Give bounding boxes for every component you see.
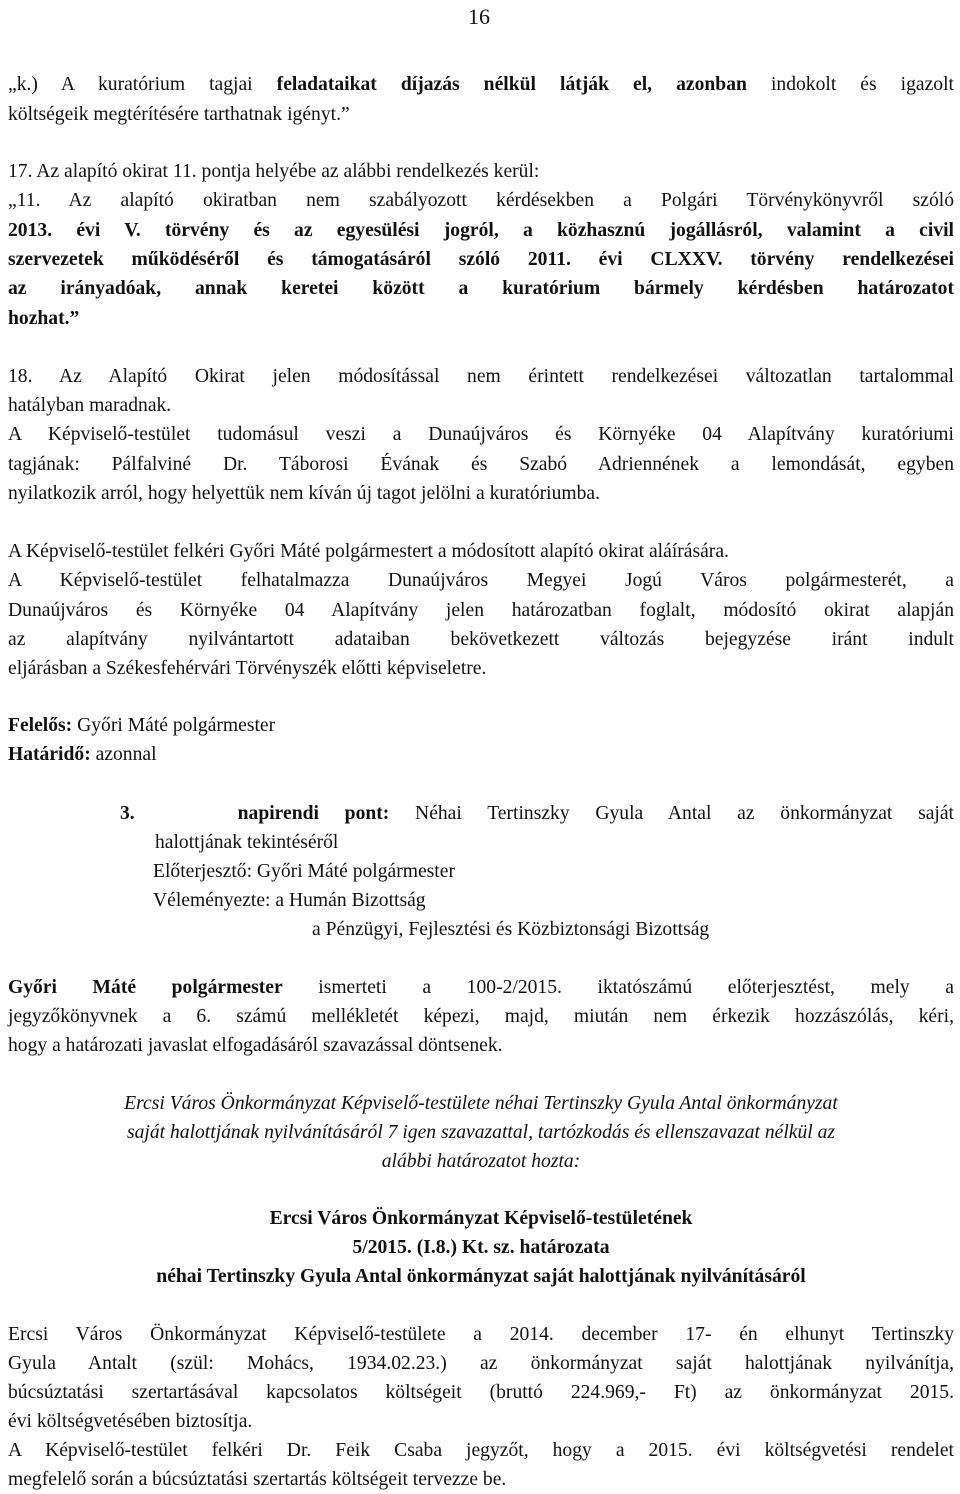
vote-statement-l3: alábbi határozatot hozta: [381,1151,581,1172]
paragraph-18-l2: hatályban maradnak. [8,395,172,416]
agenda-item-title-cont: halottjának tekintéséről [155,832,339,853]
resolution-title-l2: 5/2015. (I.8.) Kt. sz. határozata [352,1237,610,1258]
paragraph-resignation-l3: nyilatkozik arról, hogy helyettük nem kíván új tagot jelölni a kuratóriumba. [8,483,601,504]
agenda-reviewer: Véleményezte: a Humán Bizottság [153,890,426,911]
paragraph-11-l3: 2013. évi V. törvény és az egyesülési jogról, a közhasznú jogállásról, valamint a civil [8,220,954,241]
resolution-body-l4: évi költségvetésében biztosítja. [8,1411,253,1432]
paragraph-authorization-l1: A Képviselő-testület felhatalmazza Dunaújváros Megyei Jogú Város polgármesterét, a [8,570,954,591]
paragraph-k-point-cont: költségeik megtérítésére tarthatnak igényt.” [8,104,350,125]
paragraph-mayor-l1: Győri Máté polgármester ismerteti a 100-2/2015. iktatószámú előterjesztést, mely a [8,977,954,998]
vote-statement-l1: Ercsi Város Önkormányzat Képviselő-testülete néhai Tertinszky Gyula Antal önkormányzat [124,1093,838,1114]
paragraph-mayor-l2: jegyzőkönyvnek a 6. számú mellékletét képezi, majd, miután nem érkezik hozzászólás, kéri, [8,1006,954,1027]
paragraph-mayor-l3: hogy a határozati javaslat elfogadásáról szavazással döntsenek. [8,1035,503,1056]
paragraph-k-point: „k.) A kuratórium tagjai feladataikat díjazás nélkül látják el, azonban indokolt és igazolt [8,74,954,95]
paragraph-authorization-l2: Dunaújváros és Környéke 04 Alapítvány jelen határozatban foglalt, módosító okirat alapján [8,600,954,621]
resolution-body-l3: búcsúztatási szertartásával kapcsolatos költségeit (bruttó 224.969,- Ft) az önkormányzat 2015. [8,1382,954,1403]
agenda-item-title: 3. napirendi pont: Néhai Tertinszky Gyula Antal az önkormányzat saját [120,803,954,824]
paragraph-authorization-l4: eljárásban a Székesfehérvári Törvényszék előtti képviseletre. [8,658,487,679]
resolution-title-l1: Ercsi Város Önkormányzat Képviselő-testületének [269,1208,693,1229]
vote-statement-l2: saját halottjának nyilvánításáról 7 igen szavazattal, tartózkodás és ellenszavazat nélkül az [126,1122,836,1143]
paragraph-18-l1: 18. Az Alapító Okirat jelen módosítással nem érintett rendelkezései változatlan tartalommal [8,366,954,387]
agenda-reviewer-2: a Pénzügyi, Fejlesztési és Közbiztonsági Bizottság [312,919,710,940]
paragraph-resignation-l1: A Képviselő-testület tudomásul veszi a Dunaújváros és Környéke 04 Alapítvány kuratóriumi [8,424,954,445]
resolution-body-l2: Gyula Antalt (szül: Mohács, 1934.02.23.) az önkormányzat saját halottjának nyilvánítja, [8,1353,954,1374]
paragraph-17: 17. Az alapító okirat 11. pontja helyébe az alábbi rendelkezés kerül: [8,161,540,182]
paragraph-authorization-l3: az alapítvány nyilvántartott adataiban bekövetkezett változás bejegyzése iránt indult [8,629,954,650]
page-number: 16 [468,4,490,29]
resolution-title-l3: néhai Tertinszky Gyula Antal önkormányzat saját halottjának nyilvánításáról [156,1266,806,1287]
paragraph-11-l6: hozhat.” [8,308,80,329]
paragraph-11-l5: az irányadóak, annak keretei között a kuratórium bármely kérdésben határozatot [8,278,954,299]
paragraph-signature: A Képviselő-testület felkéri Győri Máté polgármestert a módosított alapító okirat aláírására. [8,541,729,562]
agenda-presenter: Előterjesztő: Győri Máté polgármester [153,861,455,882]
notary-request-l1: A Képviselő-testület felkéri Dr. Feik Csaba jegyzőt, hogy a 2015. évi költségvetési rendelet [8,1440,954,1461]
paragraph-resignation-l2: tagjának: Pálfalviné Dr. Táborosi Évának és Szabó Adriennének a lemondását, egyben [8,454,954,475]
notary-request-l2: megfelelő során a búcsúztatási szertartás költségeit tervezze be. [8,1469,507,1490]
responsible-line: Felelős: Győri Máté polgármester [8,715,276,736]
paragraph-11-l4: szervezetek működéséről és támogatásáról szóló 2011. évi CLXXV. törvény rendelkezései [8,249,954,270]
deadline-line: Határidő: azonnal [8,744,157,765]
resolution-body-l1: Ercsi Város Önkormányzat Képviselő-testülete a 2014. december 17- én elhunyt Tertinszky [8,1324,954,1345]
paragraph-11-l2: „11. Az alapító okiratban nem szabályozott kérdésekben a Polgári Törvénykönyvről szóló [8,190,954,211]
